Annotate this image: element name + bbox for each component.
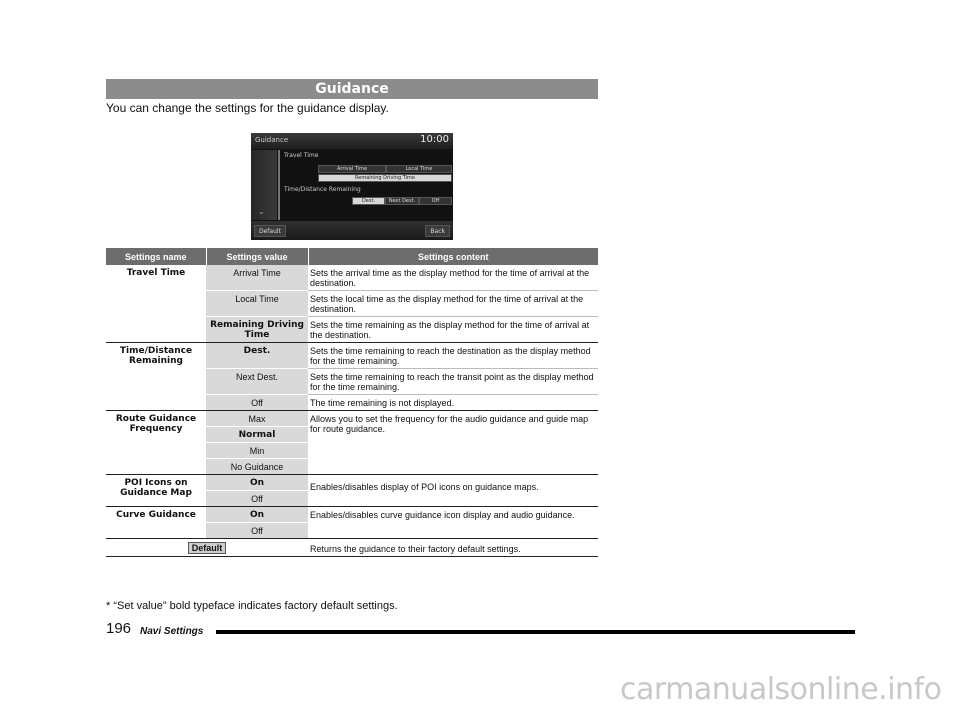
option-off: Off [419, 197, 452, 205]
watermark: carmanualsonline.info [620, 672, 942, 707]
header-settings-name: Settings name [106, 248, 206, 265]
screen-back-button: Back [425, 225, 450, 237]
default-cell [106, 539, 308, 557]
setting-value: Off [206, 395, 308, 411]
table-header-row [106, 248, 598, 265]
setting-value-default: On [206, 475, 308, 491]
setting-content: Sets the time remaining to reach the destination as the display method for the time remaining. [308, 343, 598, 369]
table-row [106, 507, 598, 523]
setting-content: Sets the local time as the display method for the time of arrival at the destination. [308, 291, 598, 317]
travel-time-options [318, 165, 452, 173]
setting-content: Sets the arrival time as the display method for the time of arrival at the destination. [308, 265, 598, 291]
table-row [106, 411, 598, 427]
setting-content: Sets the time remaining as the display method for the time of arrival at the destination. [308, 317, 598, 343]
guidance-screenshot [251, 133, 453, 240]
option-next-dest: Next Dest. [385, 197, 419, 205]
option-remaining-driving-time: Remaining Driving Time [318, 174, 452, 182]
setting-name-time-distance: Time/Distance Remaining [106, 343, 206, 411]
screen-sidebar [251, 150, 277, 220]
default-button-label: Default [188, 542, 227, 554]
table-row [106, 539, 598, 557]
setting-value: Min [206, 443, 308, 459]
setting-name-route-guidance: Route Guidance Frequency [106, 411, 206, 475]
setting-name-poi-icons: POI Icons on Guidance Map [106, 475, 206, 507]
setting-value: Next Dest. [206, 369, 308, 395]
table-row [106, 475, 598, 491]
setting-content: Returns the guidance to their factory default settings. [308, 539, 598, 557]
travel-time-label: Travel Time [284, 152, 319, 159]
screen-clock: 10:00 [420, 134, 449, 145]
setting-value: Local Time [206, 291, 308, 317]
chevron-down-icon: ⌄ [258, 207, 265, 216]
header-settings-value: Settings value [206, 248, 308, 265]
section-title: Guidance [106, 79, 598, 99]
setting-value: Off [206, 491, 308, 507]
distance-options [352, 197, 452, 205]
setting-value-default: On [206, 507, 308, 523]
page-number: 196 [106, 620, 132, 637]
distance-label: Time/Distance Remaining [284, 186, 361, 193]
setting-value-default: Normal [206, 427, 308, 443]
screen-default-button: Default [254, 225, 286, 237]
setting-name-travel-time: Travel Time [106, 265, 206, 343]
setting-value: No Guidance [206, 459, 308, 475]
remaining-option-row [318, 174, 452, 182]
footnote: * “Set value” bold typeface indicates factory default settings. [106, 600, 398, 612]
setting-content: Enables/disables display of POI icons on guidance maps. [308, 475, 598, 507]
header-settings-content: Settings content [308, 248, 598, 265]
setting-content: Enables/disables curve guidance icon display and audio guidance. [308, 507, 598, 539]
table-row [106, 343, 598, 369]
setting-name-curve-guidance: Curve Guidance [106, 507, 206, 539]
footer-rule [216, 630, 855, 634]
option-local-time: Local Time [386, 165, 452, 173]
setting-value: Arrival Time [206, 265, 308, 291]
settings-table [106, 248, 598, 557]
option-arrival-time: Arrival Time [318, 165, 386, 173]
table-row [106, 265, 598, 291]
setting-value-default: Remaining Driving Time [206, 317, 308, 343]
setting-value: Max [206, 411, 308, 427]
setting-value: Off [206, 523, 308, 539]
option-dest: Dest. [352, 197, 385, 205]
screen-divider [278, 150, 280, 220]
setting-content: The time remaining is not displayed. [308, 395, 598, 411]
setting-value-default: Dest. [206, 343, 308, 369]
page-section-name: Navi Settings [140, 626, 204, 637]
setting-content: Allows you to set the frequency for the audio guidance and guide map for route guidance. [308, 411, 598, 475]
setting-content: Sets the time remaining to reach the transit point as the display method for the time remaining. [308, 369, 598, 395]
screen-title: Guidance [255, 136, 289, 144]
section-intro: You can change the settings for the guidance display. [106, 101, 389, 115]
